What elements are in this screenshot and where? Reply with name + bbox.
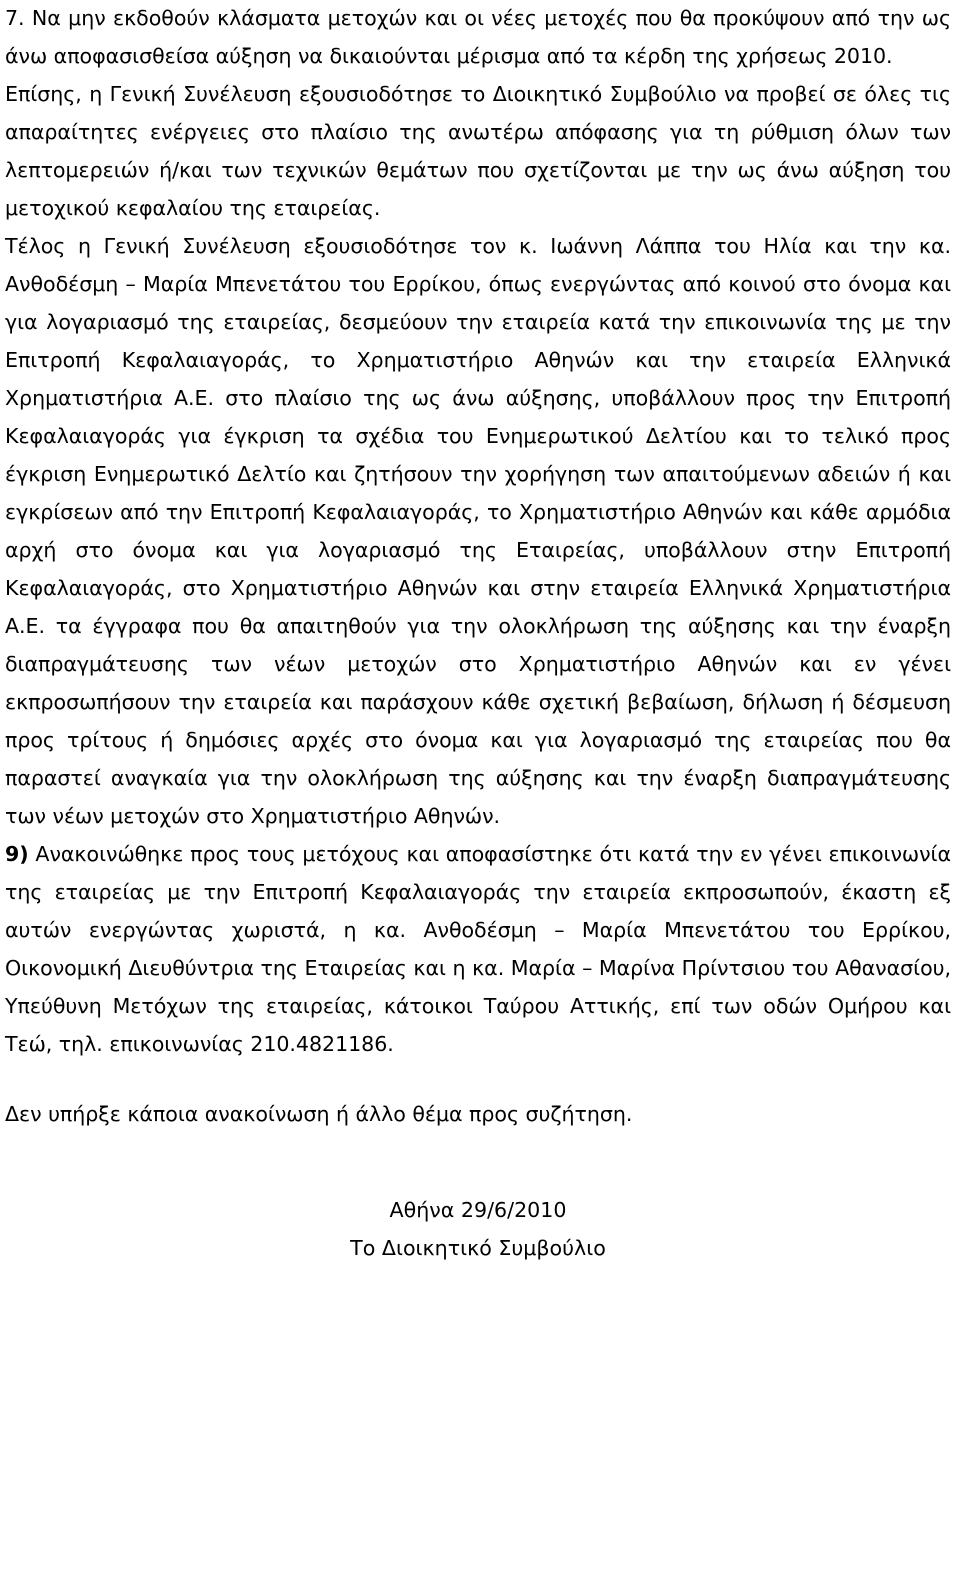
spacer: [5, 1063, 951, 1095]
item-9-paragraph: [5, 835, 951, 1063]
closing-statement: Δεν υπήρξε κάποια ανακοίνωση ή άλλο θέμα προς συζήτηση.: [5, 1102, 633, 1126]
authorization-paragraph: Επίσης, η Γενική Συνέλευση εξουσιοδότησε το Διοικητικό Συμβούλιο να προβεί σε όλες τις απαραίτητες ενέργειες στο πλαίσιο της ανωτέρω απόφασης για τη ρύθμιση όλων των λεπτομερειών ή/και των τεχνικών θεμάτων που σχετίζονται με την ως άνω αύξηση του μετοχικού κεφαλαίου της εταιρείας.: [5, 82, 951, 220]
item-9-text: Ανακοινώθηκε προς τους μετόχους και αποφασίστηκε ότι κατά την εν γένει επικοινωνία της εταιρείας με την Επιτροπή Κεφαλαιαγοράς την εταιρεία εκπροσωπούν, έκαστη εξ αυτών ενεργώντας χωριστά, η κα. Ανθοδέσμη – Μαρία Μπενετάτου του Ερρίκου, Οικονομική Διευθύντρια της Εταιρείας και η κα. Μαρία – Μαρίνα Πρίντσιου του Αθανασίου, Υπεύθυνη Μετόχων της εταιρείας, κάτοικοι Ταύρου Αττικής, επί των οδών Ομήρου και Τεώ, τηλ. επικοινωνίας 210.4821186.: [5, 842, 951, 1056]
item-7-paragraph: 7. Να μην εκδοθούν κλάσματα μετοχών και οι νέες μετοχές που θα προκύψουν από την ως άνω αποφασισθείσα αύξηση να δικαιούνται μέρισμα από τα κέρδη της χρήσεως 2010.: [5, 6, 951, 68]
signatory: Το Διοικητικό Συμβούλιο: [350, 1236, 606, 1260]
place-date: Αθήνα 29/6/2010: [389, 1198, 567, 1222]
final-authorization-paragraph: Τέλος η Γενική Συνέλευση εξουσιοδότησε τον κ. Ιωάννη Λάππα του Ηλία και την κα. Ανθοδέσμη – Μαρία Μπενετάτου του Ερρίκου, όπως ενεργώντας από κοινού στο όνομα και για λογαριασμό της εταιρείας, δεσμεύουν την εταιρεία κατά την επικοινωνία της με την Επιτροπή Κεφαλαιαγοράς, το Χρηματιστήριο Αθηνών και την εταιρεία Ελληνικά Χρηματιστήρια Α.Ε. στο πλαίσιο της ως άνω αύξησης, υποβάλλουν προς την Επιτροπή Κεφαλαιαγοράς για έγκριση τα σχέδια του Ενημερωτικού Δελτίου και το τελικό προς έγκριση Ενημερωτικό Δελτίο και ζητήσουν την χορήγηση των απαιτούμενων αδειών ή και εγκρίσεων από την Επιτροπή Κεφαλαιαγοράς, το Χρηματιστήριο Αθηνών και κάθε αρμόδια αρχή στο όνομα και για λογαριασμό της Εταιρείας, υποβάλλουν στην Επιτροπή Κεφαλαιαγοράς, στο Χρηματιστήριο Αθηνών και στην εταιρεία Ελληνικά Χρηματιστήρια Α.Ε. τα έγγραφα που θα απαιτηθούν για την ολοκλήρωση της αύξησης και την έναρξη διαπραγμάτευσης των νέων μετοχών στο Χρηματιστήριο Αθηνών και εν γένει εκπροσωπήσουν την εταιρεία και παράσχουν κάθε σχετική βεβαίωση, δήλωση ή δέσμευση προς τρίτους ή δημόσιες αρχές στο όνομα και για λογαριασμό της εταιρείας που θα παραστεί αναγκαία για την ολοκλήρωση της αύξησης και την έναρξη διαπραγμάτευσης των νέων μετοχών στο Χρηματιστήριο Αθηνών.: [5, 234, 951, 828]
item-9-number: 9): [5, 842, 29, 866]
spacer: [5, 1133, 951, 1191]
document-page: [5, 0, 951, 1267]
